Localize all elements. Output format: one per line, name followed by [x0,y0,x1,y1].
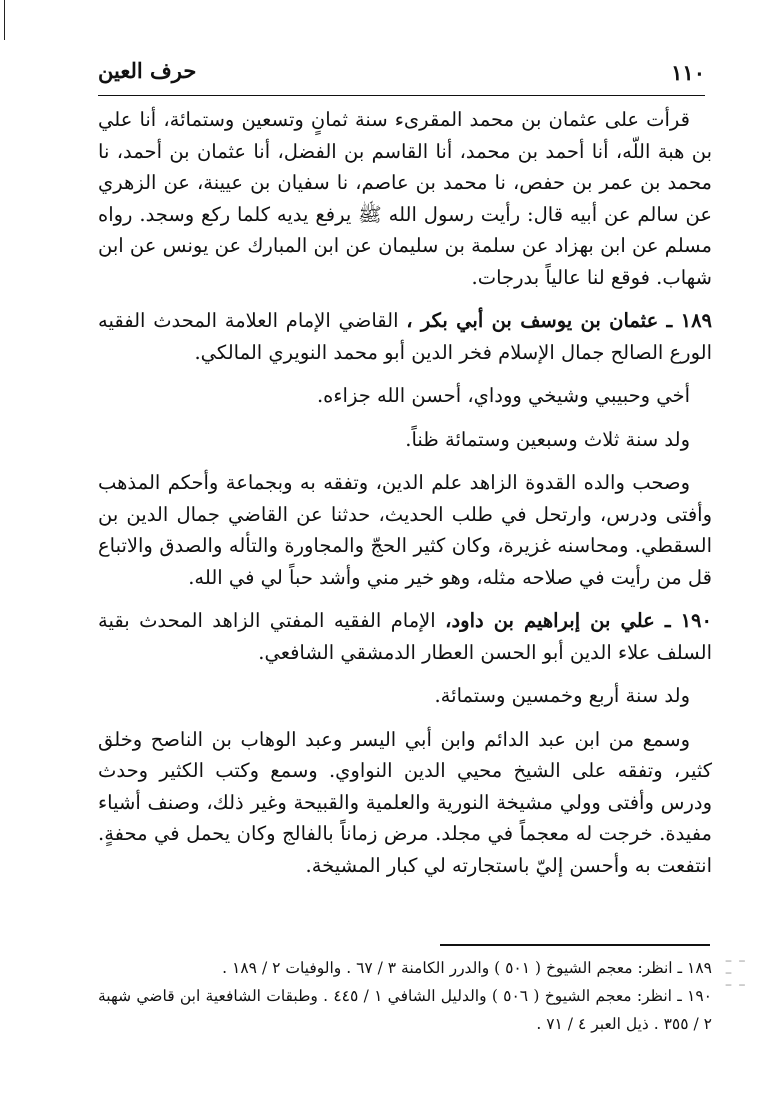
paragraph-hadith: قرأت على عثمان بن محمد المقرىء سنة ثمانٍ وتسعين وستمائة، أنا علي بن هبة اللّه، أنا أحمد بن محمد، أنا القاسم بن الفضل، أنا عثمان بن أحمد، نا محمد بن عمر بن حفص، نا محمد بن عاصم، نا سفيان بن عيينة، عن الزهري عن سالم عن أبيه قال: رأيت رسول الله ﷺ يرفع يديه كلما ركع وسجد. رواه مسلم عن ابن بهزاد عن سلمة بن سليمان عن ابن المبارك عن يونس عن ابن شهاب. فوقع لنا عالياً بدرجات. [98,108,713,289]
entry-190: ١٩٠ ـ علي بن إبراهيم بن داود، الإمام الفقيه المفتي الزاهد المحدث بقية السلف علاء الدين أبو الحسن العطار الدمشقي الشافعي. [98,609,712,664]
paragraph-bio-189: وصحب والده القدوة الزاهد علم الدين، وتفقه به وبجماعة وأحكم المذهب وأفتى ودرس، وارتحل في طلب الحديث، حدثنا عن القاضي جمال الدين بن السقطي. ومحاسنه غزيرة، وكان كثير الحجّ والمجاورة والتأله والصدق والاتباع قل من رأيت في صلاحه مثله، وهو خير مني وأشد حباً لي في الله. [98,471,712,589]
footnote-190: ١٩٠ ـ انظر: معجم الشيوخ ( ٥٠٦ ) والدليل الشافي ١ / ٤٤٥ . وطبقات الشافعية ابن قاضي شهبة ٢ / ٣٥٥ . ذيل العبر ٤ / ٧١ . [98,987,712,1033]
footnote-189: ١٨٩ ـ انظر: معجم الشيوخ ( ٥٠١ ) والدرر الكامنة ٣ / ٦٧ . والوفيات ٢ / ١٨٩ . [222,959,712,977]
page-edge-line [4,0,5,40]
paragraph-brother: أخي وحبيبي وشيخي ووداي، أحسن الله جزاءه. [316,384,690,407]
running-title: حرف العين [98,58,197,83]
paragraph-birth-190: ولد سنة أربع وخمسين وستمائة. [434,684,690,707]
main-text [98,104,712,881]
header-rule [98,95,705,97]
paragraph-birth-189: ولد سنة ثلاث وسبعين وستمائة ظناً. [405,427,690,451]
footnotes [98,954,712,1038]
entry-190-heading: ١٩٠ ـ علي بن إبراهيم بن داود، [445,609,712,632]
entry-189-heading: ١٨٩ ـ عثمان بن يوسف بن أبي بكر ، [406,309,713,332]
margin-scan-marks: – – – – – [725,953,747,993]
page-header [98,56,705,96]
entry-189: ١٨٩ ـ عثمان بن يوسف بن أبي بكر ، القاضي الإمام العلامة المحدث الفقيه الورع الصالح جمال الإسلام فخر الدين أبو محمد النويري المالكي. [98,309,713,364]
footnote-rule [440,944,710,946]
page-number: ١١٠ [671,60,705,85]
paragraph-bio-190: وسمع من ابن عبد الدائم وابن أبي اليسر وعبد الوهاب بن الناصح وخلق كثير، وتفقه على الشيخ محيي الدين النواوي. وسمع وكتب الكثير وحدث ودرس وأفتى وولي مشيخة النورية والعلمية والقبيحة وغير ذلك، وصنف أشياء مفيدة. خرجت له معجماً في مجلد. مرض زماناً بالفالج وكان يحمل في محفةٍ. انتفعت به وأحسن إليّ باستجارته لي كبار المشيخة. [98,727,713,877]
